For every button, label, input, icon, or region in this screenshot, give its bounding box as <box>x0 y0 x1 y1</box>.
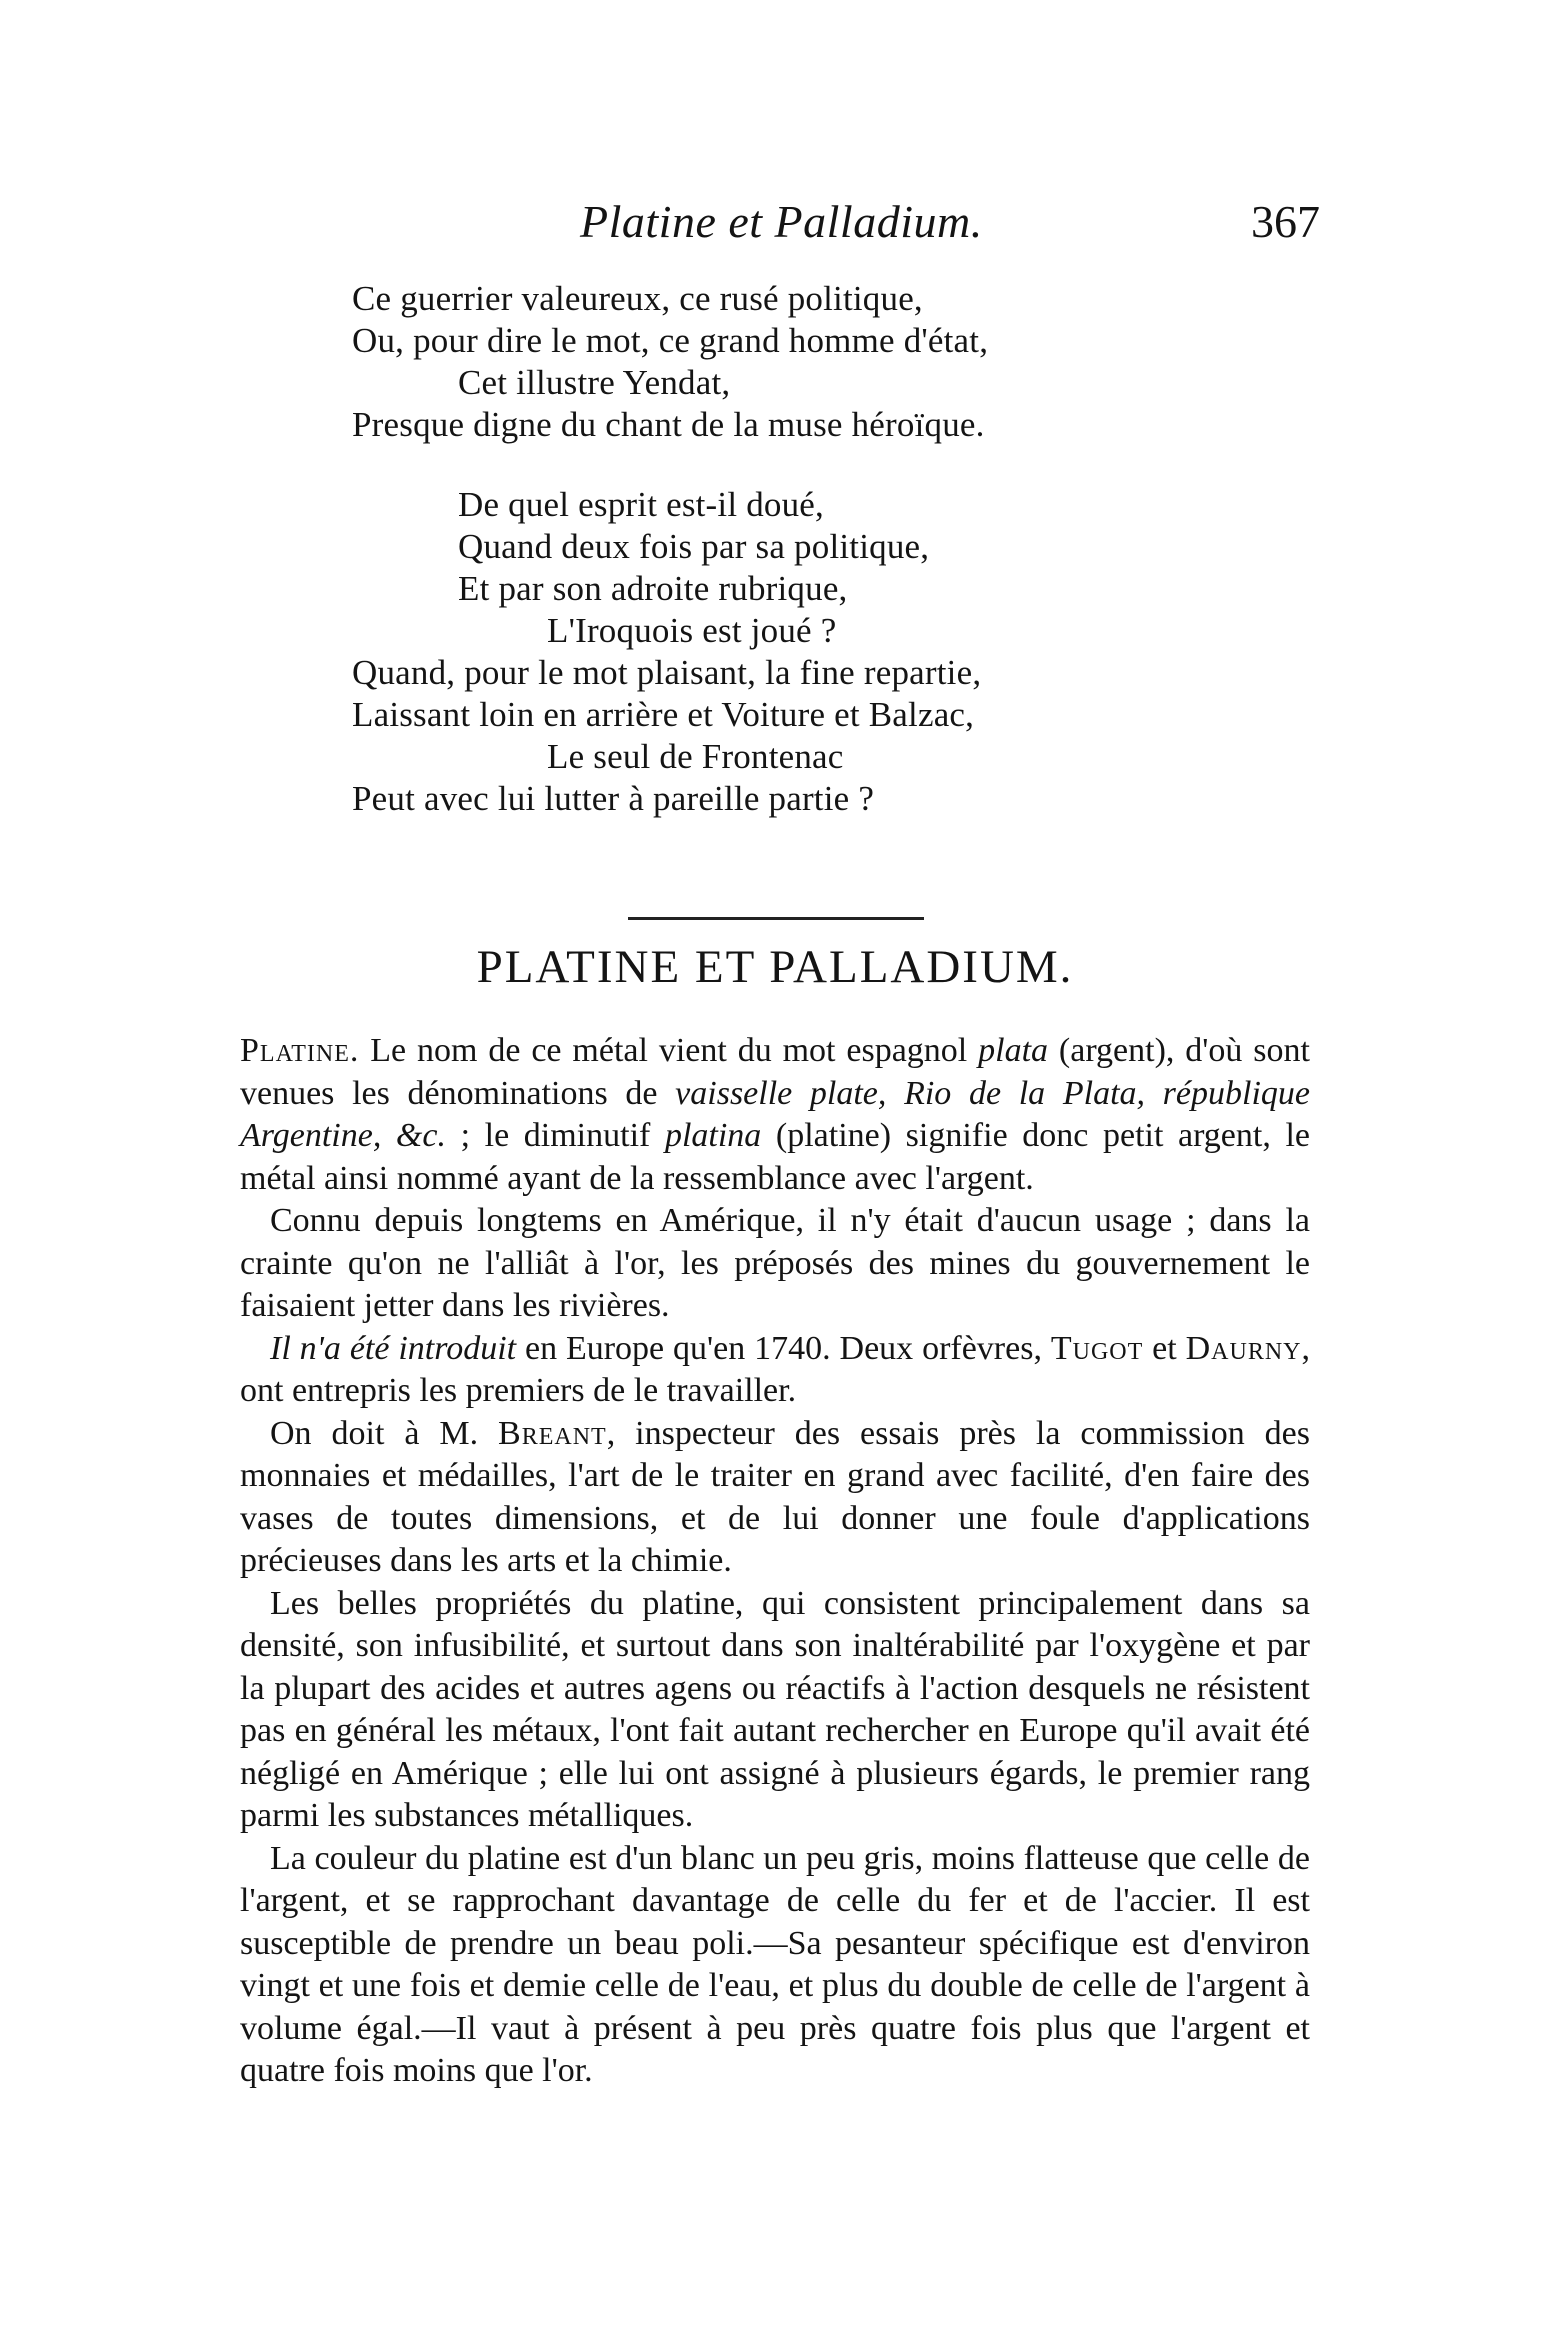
text-run: On doit à M. <box>270 1414 499 1452</box>
running-head <box>560 195 1320 265</box>
person-name: Tugot <box>1050 1329 1144 1367</box>
text-run: ; le diminutif <box>445 1117 665 1154</box>
italic-run: Il n'a été introduit <box>270 1329 517 1367</box>
article-body <box>240 1030 1310 2093</box>
section-title: PLATINE ET PALLADIUM. <box>476 941 1074 993</box>
entry-lead: Platine. <box>240 1032 360 1069</box>
text-run: en Europe qu'en 1740. Deux orfèvres, <box>516 1329 1051 1367</box>
paragraph <box>240 1413 1310 1583</box>
poem-line: De quel esprit est-il doué, <box>458 485 824 524</box>
italic-run: platina <box>664 1117 762 1154</box>
text-run: (platine) signifie donc petit argent, le métal ainsi nommé ayant de la ressemblance avec l'argent. <box>240 1117 1310 1197</box>
paragraph: Connu depuis longtems en Amérique, il n'y était d'aucun usage ; dans la crainte qu'on ne l'alliât à l'or, les préposés des mines du gouvernement le faisaient jetter dans les rivières. <box>240 1202 1310 1324</box>
poem <box>352 278 1132 820</box>
poem-line: Ce guerrier valeureux, ce rusé politique, <box>352 279 923 318</box>
paragraph <box>240 1030 1310 1200</box>
poem-line: Ou, pour dire le mot, ce grand homme d'état, <box>352 321 989 360</box>
italic-run: vaisselle plate, Rio de la Plata, république Argentine, &c. <box>240 1074 1310 1154</box>
poem-stanza <box>352 484 1132 820</box>
poem-line: Le seul de Frontenac <box>547 737 844 776</box>
section-divider <box>628 917 924 920</box>
page-number: 367 <box>1251 196 1320 247</box>
text-run: , ont entrepris les premiers de le travailler. <box>240 1329 1310 1409</box>
poem-line: Et par son adroite rubrique, <box>458 569 848 608</box>
poem-stanza <box>352 278 1132 446</box>
poem-line: Quand, pour le mot plaisant, la fine repartie, <box>352 653 982 692</box>
running-title: Platine et Palladium. <box>580 196 983 247</box>
paragraph: La couleur du platine est d'un blanc un peu gris, moins flatteuse que celle de l'argent, et se rapprochant davantage de celle du fer et de l'accier. Il est susceptible de prendre un beau poli.—Sa pesanteur spécifique est d'environ vingt et une fois et demie celle de l'eau, et plus du double de celle de l'argent à volume égal.—Il vaut à présent à peu près quatre fois plus que l'argent et quatre fois moins que l'or. <box>240 1839 1310 2089</box>
paragraph: Les belles propriétés du platine, qui consistent principalement dans sa densité, son infusibilité, et surtout dans son inaltérabilité par l'oxygène et par la plupart des acides et autres agens ou réactifs à l'action desquels ne résistent pas en général les métaux, l'ont fait autant rechercher en Europe qu'il avait été négligé en Amérique ; elle lui ont assigné à plusieurs égards, le premier rang parmi les substances métalliques. <box>240 1584 1310 1834</box>
text-run: , inspecteur des essais près la commission des monnaies et médailles, l'art de le traiter en grand avec facilité, d'en faire des vases de toutes dimensions, et de lui donner une foule d'applications précieuses dans les arts et la chimie. <box>240 1414 1310 1579</box>
text-run: et <box>1143 1329 1186 1367</box>
poem-line: Presque digne du chant de la muse héroïque. <box>352 405 985 444</box>
text-run: Le nom de ce métal vient du mot espagnol <box>359 1032 979 1069</box>
poem-line: L'Iroquois est joué ? <box>547 611 837 650</box>
poem-line: Laissant loin en arrière et Voiture et Balzac, <box>352 695 975 734</box>
poem-line: Quand deux fois par sa politique, <box>458 527 930 566</box>
poem-line: Cet illustre Yendat, <box>458 363 731 402</box>
italic-run: plata <box>978 1032 1049 1069</box>
person-name: Breant <box>498 1414 607 1452</box>
text-run: (argent), d'où sont venues les dénominations de <box>240 1032 1310 1112</box>
person-name: Daurny <box>1185 1329 1302 1367</box>
poem-line: Peut avec lui lutter à pareille partie ? <box>352 779 875 818</box>
paragraph <box>240 1328 1310 1413</box>
